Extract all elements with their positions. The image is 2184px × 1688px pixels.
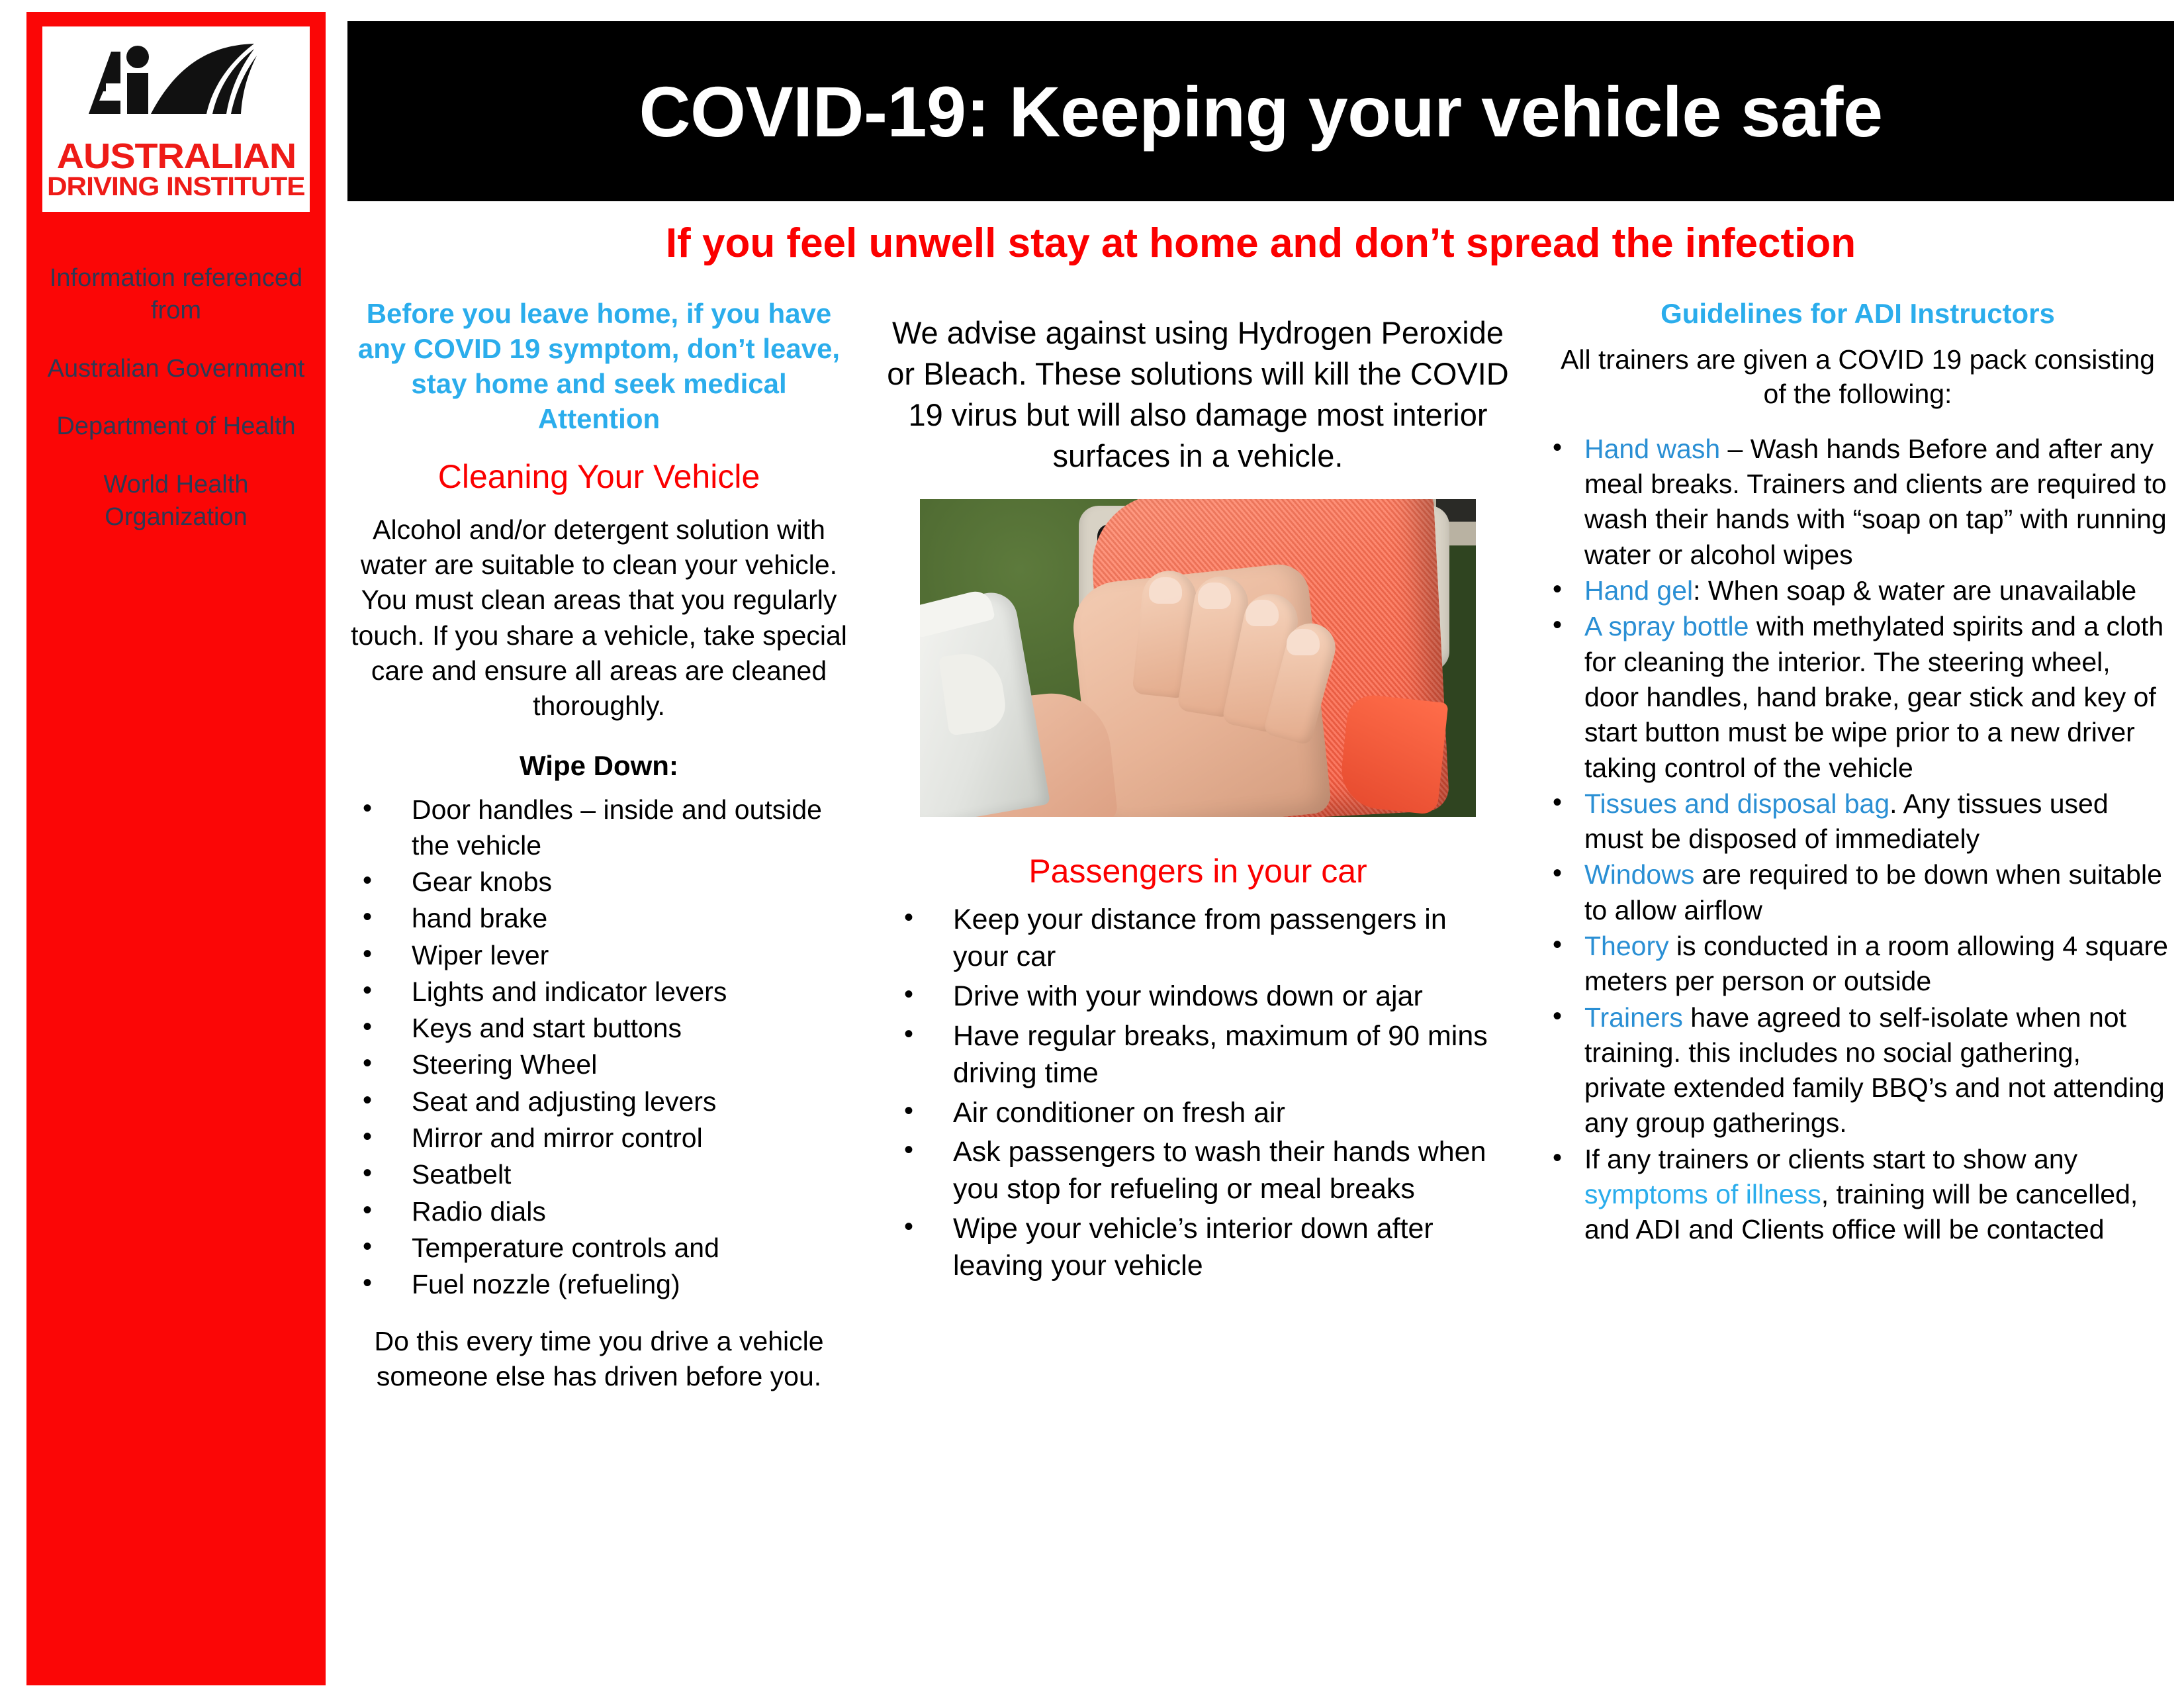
item-keyword: A spray bottle bbox=[1584, 611, 1749, 642]
guidelines-intro: All trainers are given a COVID 19 pack consisting of the following: bbox=[1561, 344, 2155, 410]
column-solutions bbox=[867, 297, 1529, 1288]
guidelines-heading: Guidelines for ADI Instructors bbox=[1661, 298, 2055, 329]
list-item: • Drive with your windows down or ajar bbox=[887, 978, 1509, 1015]
hydrogen-peroxide-paragraph: We advise against using Hydrogen Peroxide or Bleach. These solutions will kill the COVID 19 virus but will also damage most interior surfaces in a vehicle. bbox=[887, 315, 1509, 474]
column-guidelines bbox=[1529, 297, 2177, 1248]
list-item: • Seat and adjusting levers bbox=[348, 1084, 850, 1119]
list-item bbox=[1546, 609, 2169, 785]
item-text: are required to be down when suitable to allow airflow bbox=[1584, 859, 2162, 925]
adi-logo bbox=[42, 26, 310, 212]
item-text: is conducted in a room allowing 4 square meters per person or outside bbox=[1584, 931, 2168, 997]
list-item: • Keys and start buttons bbox=[348, 1011, 850, 1046]
sidebar-ref-2: Department of Health bbox=[56, 412, 296, 441]
page-title: COVID-19: Keeping your vehicle safe bbox=[639, 71, 1883, 152]
list-item: • Steering Wheel bbox=[348, 1047, 850, 1082]
item-text: . Any tissues used must be disposed of immediately bbox=[1584, 788, 2109, 855]
ai-road-logo-icon bbox=[77, 40, 275, 139]
guidelines-list bbox=[1546, 432, 2169, 1248]
item-text: have agreed to self-isolate when not training. this includes no social gathering, private extended family BBQ’s and not attending any group gatherings. bbox=[1584, 1002, 2165, 1139]
item-text: : When soap & water are unavailable bbox=[1693, 575, 2137, 606]
list-item bbox=[1546, 1142, 2169, 1248]
sidebar-ref-3: World Health Organization bbox=[103, 470, 249, 531]
header-banner bbox=[347, 21, 2174, 201]
item-text: – Wash hands Before and after any meal breaks. Trainers and clients are required to wash their hands with “soap on tap” with running water or alcohol wipes bbox=[1584, 433, 2167, 570]
item-keyword: Tissues and disposal bag bbox=[1584, 788, 1890, 819]
item-keyword: Windows bbox=[1584, 859, 1695, 890]
item-keyword: Trainers bbox=[1584, 1002, 1683, 1033]
list-item bbox=[1546, 786, 2169, 857]
list-item: • Wipe your vehicle’s interior down after leaving your vehicle bbox=[887, 1211, 1509, 1285]
list-item: • Ask passengers to wash their hands when you stop for refueling or meal breaks bbox=[887, 1134, 1509, 1208]
cleaning-closing-paragraph: Do this every time you drive a vehicle someone else has driven before you. bbox=[374, 1325, 824, 1391]
item-keyword: Hand gel bbox=[1584, 575, 1694, 606]
item-keyword: Theory bbox=[1584, 931, 1669, 961]
sidebar-reference-list bbox=[26, 262, 326, 534]
content-columns bbox=[338, 297, 2177, 1673]
list-item bbox=[1546, 1000, 2169, 1141]
list-item bbox=[1546, 573, 2169, 608]
list-item: • Door handles – inside and outside the vehicle bbox=[348, 792, 850, 863]
list-item: • Air conditioner on fresh air bbox=[887, 1095, 1509, 1132]
list-item: • hand brake bbox=[348, 901, 850, 936]
list-item: • Have regular breaks, maximum of 90 mins driving time bbox=[887, 1018, 1509, 1092]
list-item: • Wiper lever bbox=[348, 938, 850, 973]
wipe-down-heading: Wipe Down: bbox=[520, 750, 678, 782]
passengers-heading: Passengers in your car bbox=[1028, 853, 1367, 890]
item-keyword: symptoms of illness bbox=[1584, 1179, 1821, 1210]
sidebar-ref-0: Information referenced from bbox=[49, 264, 303, 325]
logo-line-australian: AUSTRALIAN bbox=[56, 136, 296, 176]
column-cleaning bbox=[338, 297, 867, 1394]
list-item: • Radio dials bbox=[348, 1194, 850, 1229]
item-text-pre: If any trainers or clients start to show any bbox=[1584, 1143, 2078, 1174]
passengers-list bbox=[887, 902, 1509, 1285]
left-red-sidebar bbox=[26, 12, 326, 1685]
list-item bbox=[1546, 432, 2169, 573]
list-item: • Temperature controls and bbox=[348, 1231, 850, 1266]
page-subtitle: If you feel unwell stay at home and don’t spread the infection bbox=[665, 220, 1856, 266]
list-item: • Fuel nozzle (refueling) bbox=[348, 1267, 850, 1302]
cleaning-paragraph: Alcohol and/or detergent solution with water are suitable to clean your vehicle. You must clean areas that you regularly touch. If you share a vehicle, take special care and ensure all areas are cleaned thoroughly. bbox=[351, 514, 847, 722]
list-item: • Mirror and mirror control bbox=[348, 1121, 850, 1156]
list-item bbox=[1546, 857, 2169, 928]
logo-line-driving-institute: DRIVING INSTITUTE bbox=[47, 171, 305, 201]
item-text-post: , training will be cancelled, and ADI and Clients office will be contacted bbox=[1584, 1179, 2138, 1245]
list-item: • Lights and indicator levers bbox=[348, 974, 850, 1009]
list-item: • Keep your distance from passengers in your car bbox=[887, 902, 1509, 976]
item-keyword: Hand wash bbox=[1584, 433, 1721, 464]
list-item: • Seatbelt bbox=[348, 1157, 850, 1192]
before-you-leave-notice: Before you leave home, if you have any COVID 19 symptom, don’t leave, stay home and seek medical Attention bbox=[357, 298, 841, 434]
hand-wiping-car-mirror-photo bbox=[920, 499, 1476, 817]
cleaning-your-vehicle-heading: Cleaning Your Vehicle bbox=[437, 457, 760, 495]
sidebar-ref-1: Australian Government bbox=[47, 354, 305, 383]
wipe-down-list bbox=[348, 792, 850, 1302]
list-item bbox=[1546, 929, 2169, 1000]
item-text: with methylated spirits and a cloth for cleaning the interior. The steering wheel, door handles, hand brake, gear stick and key of start button must be wipe prior to a new driver taking control of the vehicle bbox=[1584, 611, 2164, 783]
list-item: • Gear knobs bbox=[348, 865, 850, 900]
